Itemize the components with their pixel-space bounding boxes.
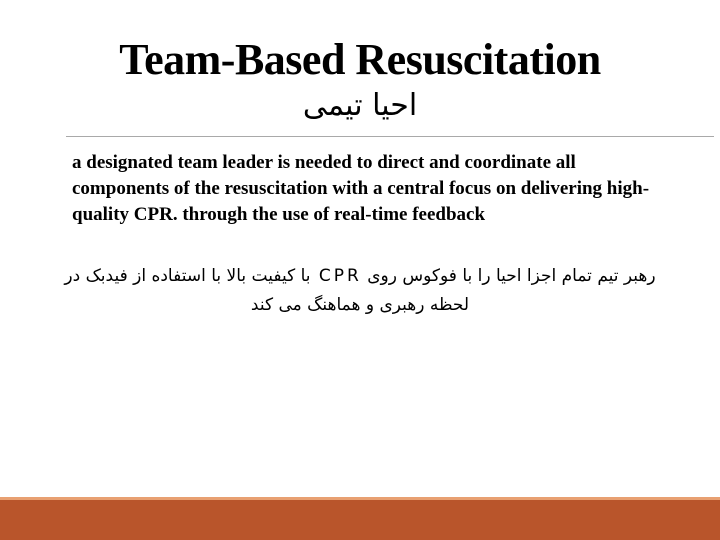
slide-title: Team-Based Resuscitation (119, 35, 601, 84)
body-text-english: a designated team leader is needed to direct and coordinate all components of the resuscitation with a central focus on delivering high-quality CPR. through the use of real-time feedback (72, 152, 650, 225)
footer-bar (0, 500, 720, 540)
title-divider (66, 136, 714, 137)
body-text-persian: رهبر تیم تمام اجزا احیا را با فوکوس روی CPR با کیفیت بالا با استفاده از فیدبک در لحظه رهبری و هماهنگ می کند (64, 266, 656, 315)
slide-subtitle: احیا تیمی (302, 88, 418, 123)
